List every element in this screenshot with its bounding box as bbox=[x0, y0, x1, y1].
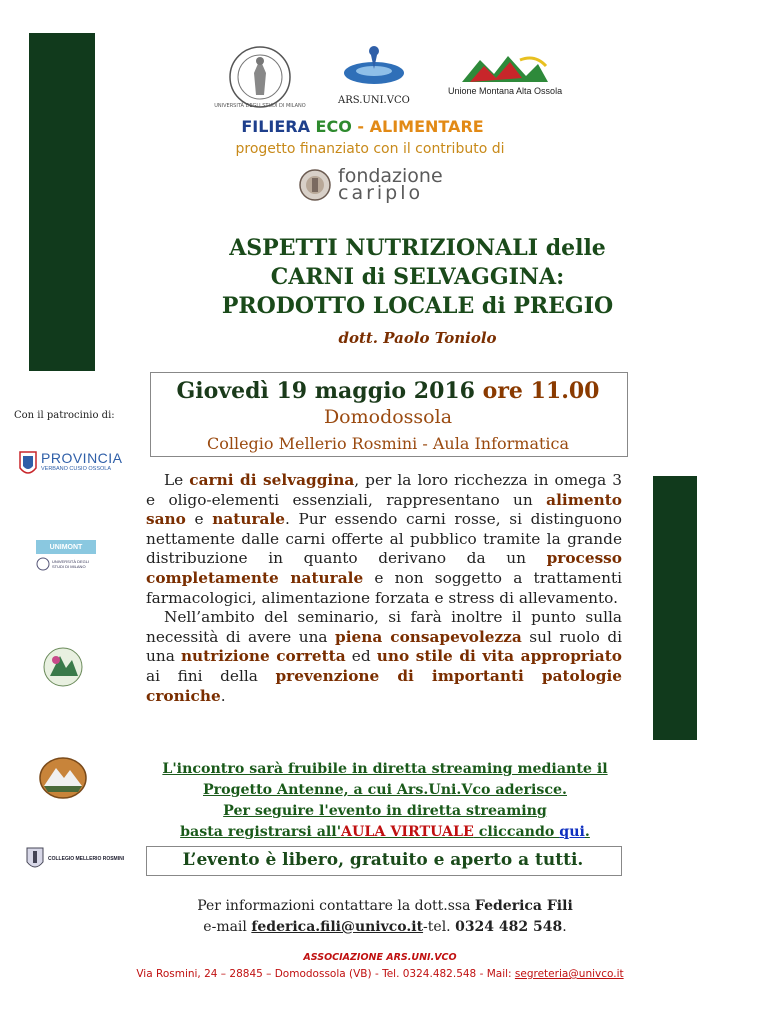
filiera-part2: ECO bbox=[315, 117, 352, 136]
streaming-line-1: L'incontro sarà fruibile in diretta streaming mediante il bbox=[162, 761, 608, 777]
event-time: ore 11.00 bbox=[482, 378, 600, 404]
page-title bbox=[110, 234, 725, 321]
event-venue: Collegio Mellerio Rosmini - Aula Informatica bbox=[206, 434, 570, 453]
provincia-text: PROVINCIA bbox=[41, 450, 123, 466]
unimont-logo bbox=[36, 540, 96, 571]
streaming-line-2: Progetto Antenne, a cui Ars.Uni.Vco aderisce. bbox=[203, 782, 567, 798]
ars-univco-logo bbox=[338, 43, 410, 106]
unimont-text: UNIMONT bbox=[49, 543, 83, 551]
mountain-badge-logo bbox=[38, 756, 88, 804]
filiera-part1: FILIERA bbox=[241, 117, 316, 136]
unimont-subtext: UNIVERSITÀ DEGLI STUDI DI MILANO bbox=[52, 559, 90, 569]
title-line-1: ASPETTI NUTRIZIONALI delle bbox=[229, 235, 606, 261]
footer-association: ASSOCIAZIONE ARS.UNI.VCO bbox=[303, 952, 457, 963]
streaming-line-3: Per seguire l'evento in diretta streaming bbox=[223, 803, 547, 819]
provincia-subtext: VERBANO CUSIO OSSOLA bbox=[41, 466, 111, 472]
fondazione-cariplo-logo bbox=[298, 165, 443, 204]
unione-montana-logo bbox=[448, 52, 562, 96]
contact-name: Federica Fili bbox=[474, 898, 573, 914]
left-decorative-bar bbox=[29, 33, 95, 371]
contact-info bbox=[140, 896, 630, 938]
collegio-text: COLLEGIO MELLERIO ROSMINI bbox=[48, 856, 125, 862]
contact-phone: 0324 482 548 bbox=[455, 919, 563, 935]
streaming-info bbox=[140, 759, 630, 843]
collegio-crest-icon bbox=[26, 846, 44, 872]
cariplo-text: cariplo bbox=[338, 182, 424, 204]
footer-address: Via Rosmini, 24 – 28845 – Domodossola (VB) - Tel. 0324.482.548 - Mail: segreteria@univco.it bbox=[136, 968, 624, 980]
collegio-logo bbox=[26, 846, 124, 872]
event-date-text: Giovedì 19 maggio 2016 bbox=[176, 378, 475, 404]
progetto-text: progetto finanziato con il contributo di bbox=[235, 141, 505, 157]
contact-email-link[interactable]: federica.fili@univco.it bbox=[251, 919, 424, 935]
event-city: Domodossola bbox=[323, 406, 453, 428]
paragraph-1: Le carni di selvaggina, per la loro ricchezza in omega 3 e oligo-elementi essenziali, rappresentano un alimento sano e naturale. Pur essendo carni rosse, si distinguono nettamente dalle carni offerte al pubblico tramite la grande distribuzione in quanto derivano da un processo completamente naturale e non soggetto a trattamenti farmacologici, alimentazione forzata e stress di allevamento. bbox=[146, 471, 622, 607]
footer-email-link[interactable]: segreteria@univco.it bbox=[514, 968, 624, 980]
fondazione-seal-icon bbox=[298, 168, 332, 202]
title-line-3: PRODOTTO LOCALE di PREGIO bbox=[221, 293, 614, 319]
filiera-heading bbox=[0, 117, 725, 136]
filiera-part3: - ALIMENTARE bbox=[351, 117, 484, 136]
ars-univco-caption: ARS.UNI.VCO bbox=[338, 95, 410, 106]
fondazione-text: fondazione bbox=[338, 165, 443, 187]
right-decorative-bar bbox=[653, 476, 697, 740]
patrocinio-label: Con il patrocinio di: bbox=[14, 410, 115, 421]
streaming-line-4: basta registrarsi all'AULA VIRTUALE cliccando qui. bbox=[180, 824, 590, 840]
streaming-link[interactable]: qui bbox=[559, 824, 585, 840]
univ-milano-logo bbox=[214, 45, 306, 113]
title-line-2: CARNI di SELVAGGINA: bbox=[270, 264, 565, 290]
paragraph-2: Nell’ambito del seminario, si farà inoltre il punto sulla necessità di avere una piena consapevolezza sul ruolo di una nutrizione corretta ed uno stile di vita appropriato ai fini della prevenzione di importanti patologie croniche. bbox=[146, 608, 623, 705]
event-date bbox=[150, 378, 626, 404]
provincia-logo bbox=[18, 450, 123, 478]
free-event-text: L’evento è libero, gratuito e aperto a tutti. bbox=[182, 850, 584, 870]
contact-line-1: Per informazioni contattare la dott.ssa Federica Fili bbox=[197, 898, 573, 914]
univ-milano-text: UNIVERSITÀ DEGLI STUDI DI MILANO bbox=[214, 103, 306, 109]
unione-montana-caption: Unione Montana Alta Ossola bbox=[448, 86, 563, 96]
contact-line-2: e-mail federica.fili@univco.it-tel. 0324 482 548. bbox=[203, 919, 567, 935]
author-name: dott. Paolo Toniolo bbox=[338, 329, 497, 347]
unimont-seal-icon bbox=[36, 557, 50, 571]
body-text bbox=[146, 471, 622, 706]
association-emblem-logo bbox=[40, 646, 86, 692]
